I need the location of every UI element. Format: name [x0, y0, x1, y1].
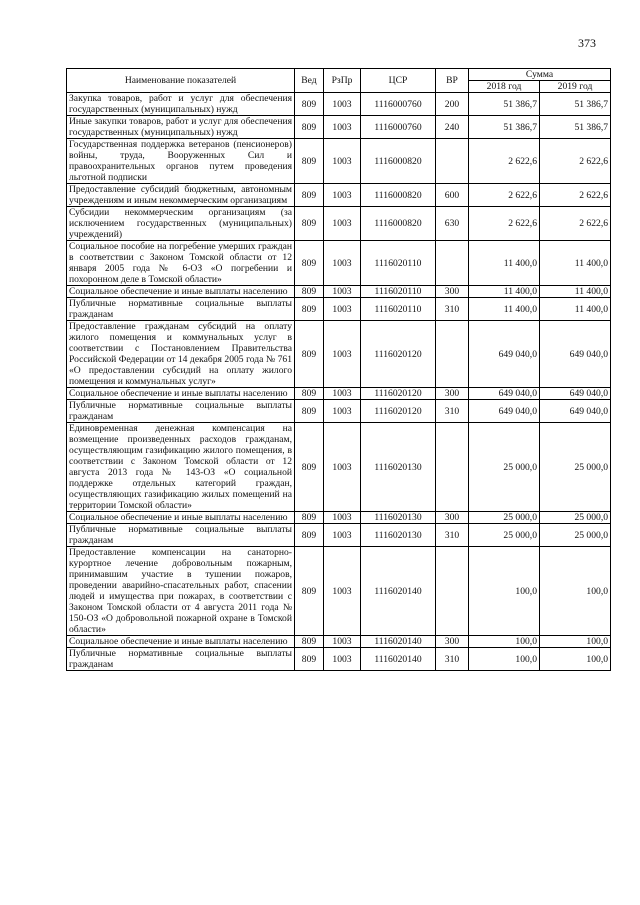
cell-vr: 240: [436, 116, 469, 139]
cell-2018: 100,0: [469, 648, 540, 671]
cell-2018: 2 622,6: [469, 207, 540, 241]
cell-csr: 1116020120: [361, 388, 436, 400]
table-row: [67, 524, 611, 547]
cell-ved: 809: [295, 524, 324, 547]
cell-2019: 11 400,0: [540, 286, 611, 298]
cell-name: Социальное обеспечение и иные выплаты населению: [67, 286, 295, 298]
cell-vr: 310: [436, 298, 469, 321]
header-csr: ЦСР: [361, 69, 436, 93]
cell-name: Предоставление компенсации на санаторно-курортное лечение добровольным пожарным, принимавшим участие в тушении пожаров, проведении аварийно-спасательных работ, спасении людей и имущества при пожарах, в соответствии с Законом Томской области от 4 августа 2011 года № 150-ОЗ «О добровольной пожарной охране в Томской области»: [67, 547, 295, 636]
cell-2019: 649 040,0: [540, 321, 611, 388]
cell-2019: 100,0: [540, 547, 611, 636]
cell-csr: 1116000820: [361, 139, 436, 184]
cell-csr: 1116000820: [361, 207, 436, 241]
cell-2018: 25 000,0: [469, 512, 540, 524]
cell-2018: 11 400,0: [469, 241, 540, 286]
cell-2019: 2 622,6: [540, 207, 611, 241]
table-row: [67, 286, 611, 298]
budget-table: [66, 68, 611, 671]
cell-csr: 1116020130: [361, 524, 436, 547]
cell-rzpr: 1003: [324, 321, 361, 388]
header-ved: Вед: [295, 69, 324, 93]
cell-name: Единовременная денежная компенсация на возмещение произведенных расходов гражданам, осуществляющим газификацию жилого помещения, в соответствии с Законом Томской области от 12 августа 2013 года № 143-ОЗ «О социальной поддержке отдельных категорий граждан, осуществляющих газификацию жилых помещений на территории Томской области»: [67, 423, 295, 512]
cell-2019: 25 000,0: [540, 524, 611, 547]
cell-rzpr: 1003: [324, 547, 361, 636]
cell-vr: [436, 241, 469, 286]
cell-2019: 2 622,6: [540, 139, 611, 184]
cell-name: Публичные нормативные социальные выплаты гражданам: [67, 524, 295, 547]
cell-ved: 809: [295, 388, 324, 400]
cell-name: Предоставление субсидий бюджетным, автономным учреждениям и иным некоммерческим организациям: [67, 184, 295, 207]
header-name: Наименование показателей: [67, 69, 295, 93]
cell-name: Государственная поддержка ветеранов (пенсионеров) войны, труда, Вооруженных Сил и правоохранительных органов путем проведения льготной подписки: [67, 139, 295, 184]
table-row: [67, 423, 611, 512]
cell-csr: 1116000760: [361, 93, 436, 116]
cell-rzpr: 1003: [324, 512, 361, 524]
cell-2018: 100,0: [469, 636, 540, 648]
cell-2018: 25 000,0: [469, 423, 540, 512]
cell-vr: [436, 321, 469, 388]
table-row: [67, 648, 611, 671]
cell-2019: 11 400,0: [540, 241, 611, 286]
cell-name: Социальное обеспечение и иные выплаты населению: [67, 636, 295, 648]
page-number: 373: [578, 36, 596, 50]
cell-vr: 300: [436, 512, 469, 524]
cell-rzpr: 1003: [324, 286, 361, 298]
cell-ved: 809: [295, 547, 324, 636]
cell-rzpr: 1003: [324, 93, 361, 116]
table-row: [67, 298, 611, 321]
cell-2019: 100,0: [540, 648, 611, 671]
cell-ved: 809: [295, 648, 324, 671]
cell-vr: [436, 547, 469, 636]
cell-ved: 809: [295, 93, 324, 116]
header-2019: 2019 год: [540, 81, 611, 93]
cell-rzpr: 1003: [324, 648, 361, 671]
cell-csr: 1116020120: [361, 321, 436, 388]
table-row: [67, 207, 611, 241]
cell-vr: [436, 139, 469, 184]
cell-2018: 100,0: [469, 547, 540, 636]
cell-2019: 649 040,0: [540, 400, 611, 423]
cell-name: Публичные нормативные социальные выплаты гражданам: [67, 400, 295, 423]
cell-rzpr: 1003: [324, 207, 361, 241]
cell-ved: 809: [295, 116, 324, 139]
cell-name: Социальное пособие на погребение умерших граждан в соответствии с Законом Томской области от 12 января 2005 года № 6-ОЗ «О погребении и похоронном деле в Томской области»: [67, 241, 295, 286]
table-row: [67, 321, 611, 388]
table-row: [67, 388, 611, 400]
cell-csr: 1116020130: [361, 512, 436, 524]
cell-2019: 25 000,0: [540, 512, 611, 524]
cell-ved: 809: [295, 512, 324, 524]
cell-ved: 809: [295, 241, 324, 286]
cell-2019: 11 400,0: [540, 298, 611, 321]
cell-2019: 51 386,7: [540, 116, 611, 139]
cell-2018: 649 040,0: [469, 388, 540, 400]
cell-name: Социальное обеспечение и иные выплаты населению: [67, 512, 295, 524]
cell-ved: 809: [295, 286, 324, 298]
table-row: [67, 93, 611, 116]
table-row: [67, 139, 611, 184]
cell-2019: 51 386,7: [540, 93, 611, 116]
cell-2018: 2 622,6: [469, 139, 540, 184]
cell-2018: 51 386,7: [469, 93, 540, 116]
cell-name: Субсидии некоммерческим организациям (за исключением государственных (муниципальных) учреждений): [67, 207, 295, 241]
cell-2018: 2 622,6: [469, 184, 540, 207]
cell-vr: 300: [436, 636, 469, 648]
header-rzpr: РзПр: [324, 69, 361, 93]
cell-name: Закупка товаров, работ и услуг для обеспечения государственных (муниципальных) нужд: [67, 93, 295, 116]
cell-name: Иные закупки товаров, работ и услуг для обеспечения государственных (муниципальных) нужд: [67, 116, 295, 139]
cell-rzpr: 1003: [324, 184, 361, 207]
table-row: [67, 636, 611, 648]
cell-name: Публичные нормативные социальные выплаты гражданам: [67, 298, 295, 321]
cell-vr: 200: [436, 93, 469, 116]
header-row: [67, 69, 611, 81]
cell-ved: 809: [295, 184, 324, 207]
cell-name: Социальное обеспечение и иные выплаты населению: [67, 388, 295, 400]
cell-vr: 600: [436, 184, 469, 207]
cell-rzpr: 1003: [324, 400, 361, 423]
header-vr: ВР: [436, 69, 469, 93]
cell-ved: 809: [295, 321, 324, 388]
cell-csr: 1116020140: [361, 636, 436, 648]
cell-vr: 310: [436, 648, 469, 671]
table-row: [67, 184, 611, 207]
cell-2018: 51 386,7: [469, 116, 540, 139]
cell-2019: 649 040,0: [540, 388, 611, 400]
cell-ved: 809: [295, 400, 324, 423]
cell-vr: 310: [436, 524, 469, 547]
table-row: [67, 241, 611, 286]
cell-2018: 25 000,0: [469, 524, 540, 547]
cell-ved: 809: [295, 636, 324, 648]
cell-rzpr: 1003: [324, 116, 361, 139]
cell-csr: 1116020140: [361, 547, 436, 636]
cell-csr: 1116020110: [361, 298, 436, 321]
cell-csr: 1116020110: [361, 286, 436, 298]
cell-rzpr: 1003: [324, 423, 361, 512]
cell-csr: 1116000820: [361, 184, 436, 207]
cell-2018: 649 040,0: [469, 400, 540, 423]
table-body: [67, 93, 611, 671]
cell-name: Предоставление гражданам субсидий на оплату жилого помещения и коммунальных услуг в соответствии с Постановлением Правительства Российской Федерации от 14 декабря 2005 года № 761 «О предоставлении субсидий на оплату жилого помещения и коммунальных услуг»: [67, 321, 295, 388]
cell-csr: 1116020120: [361, 400, 436, 423]
cell-ved: 809: [295, 207, 324, 241]
cell-vr: [436, 423, 469, 512]
table-row: [67, 547, 611, 636]
cell-vr: 300: [436, 388, 469, 400]
cell-vr: 300: [436, 286, 469, 298]
cell-rzpr: 1003: [324, 241, 361, 286]
cell-2018: 11 400,0: [469, 298, 540, 321]
cell-rzpr: 1003: [324, 388, 361, 400]
table-row: [67, 400, 611, 423]
cell-vr: 630: [436, 207, 469, 241]
cell-rzpr: 1003: [324, 524, 361, 547]
cell-rzpr: 1003: [324, 139, 361, 184]
cell-rzpr: 1003: [324, 636, 361, 648]
cell-2018: 11 400,0: [469, 286, 540, 298]
table-row: [67, 512, 611, 524]
cell-csr: 1116020130: [361, 423, 436, 512]
cell-ved: 809: [295, 423, 324, 512]
cell-2019: 100,0: [540, 636, 611, 648]
cell-2018: 649 040,0: [469, 321, 540, 388]
header-2018: 2018 год: [469, 81, 540, 93]
cell-name: Публичные нормативные социальные выплаты гражданам: [67, 648, 295, 671]
cell-2019: 2 622,6: [540, 184, 611, 207]
cell-vr: 310: [436, 400, 469, 423]
cell-csr: 1116020110: [361, 241, 436, 286]
header-sum: Сумма: [469, 69, 611, 81]
cell-csr: 1116020140: [361, 648, 436, 671]
cell-csr: 1116000760: [361, 116, 436, 139]
cell-ved: 809: [295, 298, 324, 321]
table-row: [67, 116, 611, 139]
cell-rzpr: 1003: [324, 298, 361, 321]
cell-ved: 809: [295, 139, 324, 184]
cell-2019: 25 000,0: [540, 423, 611, 512]
